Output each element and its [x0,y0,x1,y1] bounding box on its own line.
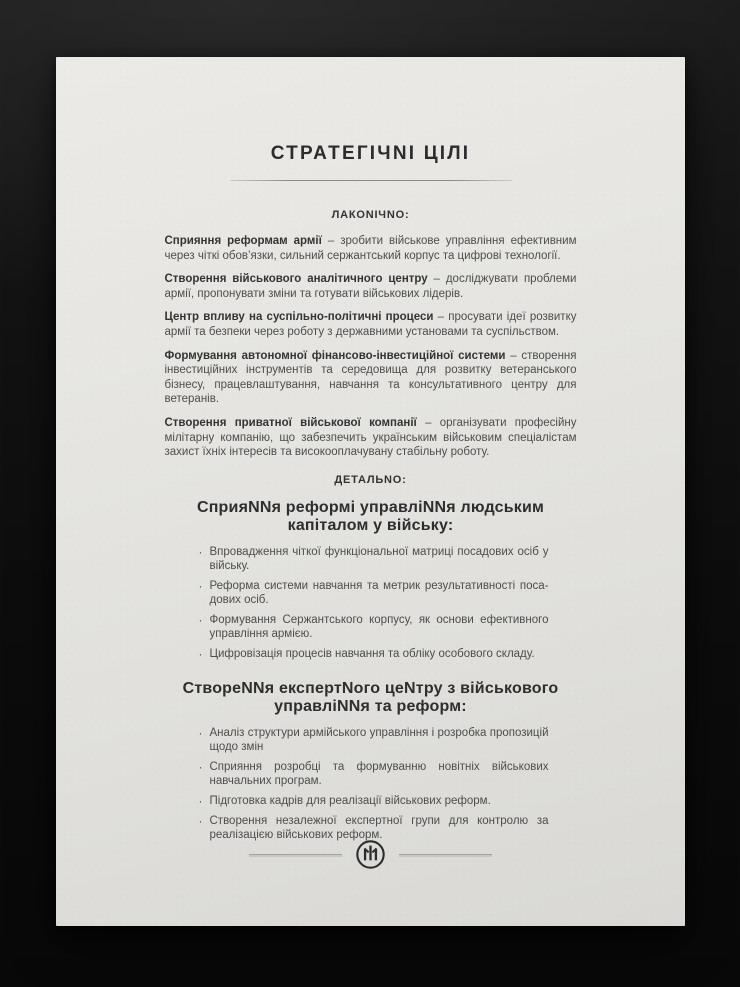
bullet-dot: · [198,759,203,774]
bullet-item [199,614,549,642]
bullet-dot: · [198,793,203,808]
bullet-text: Впровадження чіткої функціональної матриці посадових осіб у війську. [209,545,549,572]
detailed-sections [165,499,577,843]
bullet-list [199,546,549,662]
bullet-item [199,580,549,608]
laconic-paragraph [165,416,577,460]
laconic-paragraph [165,349,577,407]
paragraph-lead: Сприяння реформам армії [164,235,322,247]
bullet-item [199,648,549,662]
laconic-paragraph [165,272,577,301]
section-heading: СтвореNNя експертNого цеNтру з військового управліNNя та реформ: [182,679,559,716]
title-divider [230,180,512,181]
bullet-text: Реформа системи навчання та метрик результативності посадових осіб. [209,579,549,606]
monogram-m-icon [355,839,386,870]
laconic-paragraph [165,234,577,263]
document-page [56,57,685,926]
bullet-text: Сприяння розробці та формуванню новітніх військових навчальних програм. [209,760,549,787]
laconic-heading: ЛАКОNІЧNО: [331,209,410,221]
bullet-item [199,727,549,755]
paragraph-text: – зробити військове управління ефективним через чіткі обов’язки, сильний сержантський корпус та цифрові технології. [164,235,577,262]
paragraph-lead: Центр впливу на суспільно-політичні процеси [164,311,434,324]
paragraph-lead: Формування автономної фінансово-інвестиційної системи [164,349,506,362]
strategy-section [165,680,577,843]
bullet-dot: · [198,612,203,627]
paragraph-text: – створення інвестиційних інструментів та середовища для розвитку ветеранського бізнесу, працевлаштування, навчання та консультативного центру для ветеранів. [164,349,577,406]
footer-ornament [56,839,685,870]
bullet-dot: · [198,544,203,559]
bullet-list [199,727,549,843]
laconic-paragraph [165,310,577,339]
detailed-heading: ДЕТАЛЬNО: [334,473,407,486]
bullet-dot: · [198,814,203,829]
laconic-list [165,234,577,460]
bullet-text: Підготовка кадрів для реалізації військових реформ. [209,794,491,807]
footer-line-left [249,854,342,855]
bullet-dot: · [198,725,203,740]
bullet-text: Формування Сержантського корпусу, як основи ефективного управління армією. [209,613,549,640]
paragraph-text: – досліджувати проблеми армії, пропонувати зміни та готувати військових лідерів. [164,273,577,300]
bullet-dot: · [198,578,203,593]
paragraph-lead: Створення приватної військової компанії [164,416,417,429]
bullet-item [199,795,549,809]
bullet-text: Створення незалежної експертної групи для контролю за реалізацією військових реформ. [209,815,549,842]
section-heading: СприяNNя реформі управліNNя людським капіталом у війську: [196,498,545,535]
strategy-section [165,499,577,662]
paragraph-text: – просувати ідеї розвитку армії та безпеки через роботу з державними установами та суспільством. [164,311,577,338]
bullet-item [199,546,549,574]
bullet-dot: · [198,647,203,661]
paragraph-lead: Створення військового аналітичного центру [164,273,428,286]
bullet-text: Цифровізація процесів навчання та обліку особового складу. [209,648,535,660]
bullet-text: Аналіз структури армійського управління і розробка пропозицій щодо змін [209,726,549,753]
page-title: СТРАТЕГІЧNІ ЦІЛІ [270,143,471,164]
bullet-item [199,761,549,789]
footer-line-right [399,854,492,855]
paragraph-text: – організувати професійну мілітарну компанію, що забезпечить українським військовим спеціалістам захист їхніх інтересів та високооплачувану стабільну роботу. [164,416,577,459]
page-content [165,143,577,843]
